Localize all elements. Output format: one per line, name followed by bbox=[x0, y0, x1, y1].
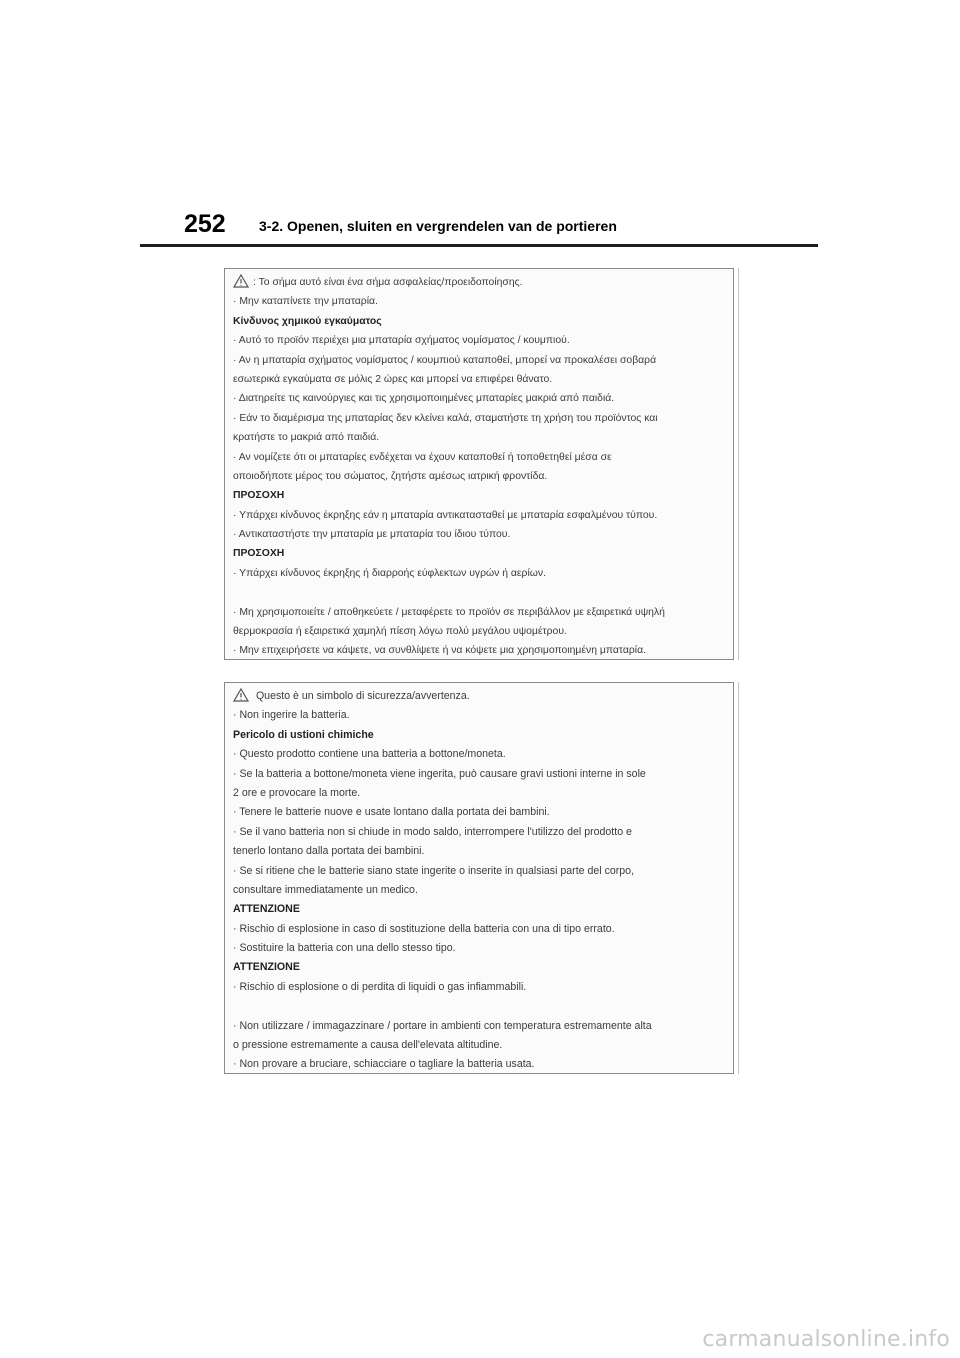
section-title: 3-2. Openen, sluiten en vergrendelen van de portieren bbox=[259, 218, 617, 234]
italian-line-text: · Non utilizzare / immagazzinare / portare in ambienti con temperatura estremamente alta bbox=[233, 1019, 652, 1032]
italian-line-text: tenerlo lontano dalla portata dei bambini. bbox=[233, 845, 425, 858]
greek-line bbox=[233, 428, 733, 447]
italian-line-text: · Sostituire la batteria con una dello stesso tipo. bbox=[233, 942, 456, 955]
italian-line bbox=[233, 939, 733, 958]
greek-line-text: ΠΡΟΣΟΧΗ bbox=[233, 548, 285, 560]
greek-line-text: · Εάν το διαμέρισμα της μπαταρίας δεν κλείνει καλά, σταματήστε τη χρήση του προϊόντος και bbox=[233, 412, 658, 424]
italian-line-text: 2 ore e provocare la morte. bbox=[233, 786, 361, 799]
greek-line bbox=[233, 370, 733, 389]
italian-line bbox=[233, 862, 733, 881]
greek-line-text: · Μην επιχειρήσετε να κάψετε, να συνθλίψετε ή να κόψετε μια χρησιμοποιημένη μπαταρία. bbox=[233, 645, 646, 657]
italian-line bbox=[233, 900, 733, 919]
italian-line bbox=[233, 687, 733, 706]
greek-line-text: · Αντικαταστήστε την μπαταρία με μπαταρία του ίδιου τύπου. bbox=[233, 529, 511, 541]
italian-line bbox=[233, 1055, 733, 1074]
greek-line-text: · Διατηρείτε τις καινούργιες και τις χρησιμοποιημένες μπαταρίες μακριά από παιδιά. bbox=[233, 393, 615, 405]
italian-line-text: · Non provare a bruciare, schiacciare o tagliare la batteria usata. bbox=[233, 1058, 535, 1071]
italian-line-text: consultare immediatamente un medico. bbox=[233, 883, 418, 896]
greek-line bbox=[233, 641, 733, 660]
greek-line bbox=[233, 622, 733, 641]
greek-line-text: οποιοδήποτε μέρος του σώματος, ζητήστε αμέσως ιατρική φροντίδα. bbox=[233, 470, 548, 482]
greek-line-text: · Αυτό το προϊόν περιέχει μια μπαταρία σχήματος νομίσματος / κουμπιού. bbox=[233, 335, 570, 347]
italian-warning-panel bbox=[224, 682, 734, 1074]
greek-line bbox=[233, 506, 733, 525]
italian-line-text: Pericolo di ustioni chimiche bbox=[233, 728, 374, 741]
greek-line bbox=[233, 409, 733, 428]
italian-line bbox=[233, 765, 733, 784]
italian-line-text: · Se si ritiene che le batterie siano state ingerite o inserite in qualsiasi parte del corpo, bbox=[233, 864, 635, 877]
greek-line-text: · Μην καταπίνετε την μπαταρία. bbox=[233, 296, 378, 308]
italian-line bbox=[233, 881, 733, 900]
greek-line bbox=[233, 273, 733, 292]
italian-line bbox=[233, 745, 733, 764]
watermark: carmanualsonline.info bbox=[702, 1327, 950, 1352]
greek-line bbox=[233, 564, 733, 583]
greek-line-text: · Αν νομίζετε ότι οι μπαταρίες ενδέχεται να έχουν καταποθεί ή τοποθετηθεί μέσα σε bbox=[233, 451, 612, 463]
greek-line bbox=[233, 351, 733, 370]
page-number: 252 bbox=[184, 210, 226, 238]
scan-edge-line bbox=[738, 268, 739, 660]
italian-line-text: o pressione estremamente a causa dell'elevata altitudine. bbox=[233, 1039, 503, 1052]
italian-line-text: · Se il vano batteria non si chiude in modo saldo, interrompere l'utilizzo del prodotto e bbox=[233, 825, 632, 838]
greek-line-text: : Το σήμα αυτό είναι ένα σήμα ασφαλείας/προειδοποίησης. bbox=[253, 277, 523, 288]
greek-line-text: Κίνδυνος χημικού εγκαύματος bbox=[233, 315, 382, 327]
italian-line-text: · Rischio di esplosione in caso di sostituzione della batteria con una di tipo errato. bbox=[233, 922, 615, 935]
italian-line bbox=[233, 706, 733, 725]
greek-line-text: ΠΡΟΣΟΧΗ bbox=[233, 490, 285, 502]
header-rule bbox=[140, 244, 818, 247]
greek-warning-panel bbox=[224, 268, 734, 660]
greek-line-text: · Υπάρχει κίνδυνος έκρηξης ή διαρροής εύφλεκτων υγρών ή αερίων. bbox=[233, 567, 546, 579]
greek-line bbox=[233, 525, 733, 544]
greek-line-text: · Αν η μπαταρία σχήματος νομίσματος / κουμπιού καταποθεί, μπορεί να προκαλέσει σοβαρά bbox=[233, 354, 657, 366]
warning-triangle-icon bbox=[233, 274, 249, 292]
italian-line bbox=[233, 997, 733, 1016]
greek-line-text: · Υπάρχει κίνδυνος έκρηξης εάν η μπαταρία αντικατασταθεί με μπαταρία εσφαλμένου τύπου. bbox=[233, 509, 658, 521]
greek-line bbox=[233, 312, 733, 331]
italian-line bbox=[233, 920, 733, 939]
greek-line-text: · Μη χρησιμοποιείτε / αποθηκεύετε / μεταφέρετε το προϊόν σε περιβάλλον με εξαιρετικά υψηλή bbox=[233, 606, 665, 618]
greek-line bbox=[233, 544, 733, 563]
scan-edge-line bbox=[738, 682, 739, 1074]
italian-line bbox=[233, 1036, 733, 1055]
italian-line-text: ATTENZIONE bbox=[233, 903, 300, 916]
greek-line bbox=[233, 467, 733, 486]
italian-line-text: · Questo prodotto contiene una batteria a bottone/moneta. bbox=[233, 748, 506, 761]
greek-line bbox=[233, 331, 733, 350]
italian-line bbox=[233, 784, 733, 803]
greek-line bbox=[233, 448, 733, 467]
italian-line-text: · Se la batteria a bottone/moneta viene ingerita, può causare gravi ustioni interne in sole bbox=[233, 767, 646, 780]
italian-line bbox=[233, 958, 733, 977]
italian-line-text: · Non ingerire la batteria. bbox=[233, 709, 350, 722]
greek-line bbox=[233, 583, 733, 602]
italian-line bbox=[233, 1017, 733, 1036]
greek-line-text: κρατήστε το μακριά από παιδιά. bbox=[233, 432, 380, 444]
italian-line bbox=[233, 823, 733, 842]
italian-line-text: Questo è un simbolo di sicurezza/avvertenza. bbox=[253, 690, 470, 702]
italian-line-text: · Rischio di esplosione o di perdita di liquidi o gas infiammabili. bbox=[233, 980, 527, 993]
italian-line-text: · Tenere le batterie nuove e usate lontano dalla portata dei bambini. bbox=[233, 806, 550, 819]
italian-line-text: ATTENZIONE bbox=[233, 961, 300, 974]
greek-line bbox=[233, 486, 733, 505]
greek-line bbox=[233, 389, 733, 408]
italian-line bbox=[233, 726, 733, 745]
italian-line bbox=[233, 978, 733, 997]
italian-line bbox=[233, 803, 733, 822]
greek-line-text: εσωτερικά εγκαύματα σε μόλις 2 ώρες και μπορεί να επιφέρει θάνατο. bbox=[233, 373, 553, 385]
warning-triangle-icon bbox=[233, 688, 249, 706]
italian-line bbox=[233, 842, 733, 861]
greek-line-text: θερμοκρασία ή εξαιρετικά χαμηλή πίεση λόγω πολύ μεγάλου υψομέτρου. bbox=[233, 626, 567, 638]
greek-line bbox=[233, 603, 733, 622]
greek-line bbox=[233, 292, 733, 311]
